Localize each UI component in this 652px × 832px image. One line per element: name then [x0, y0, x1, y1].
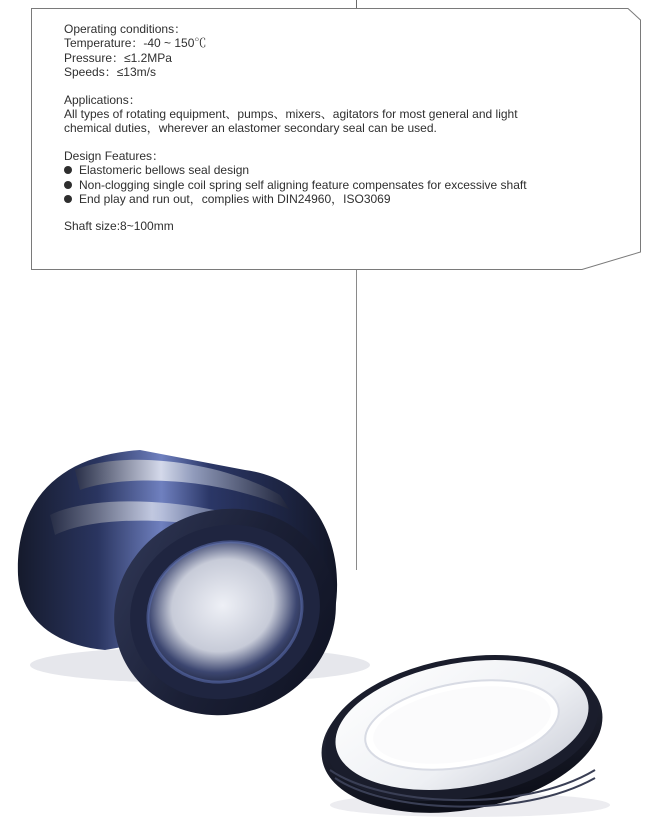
temperature-spec: Temperature：-40 ~ 150℃ — [64, 36, 207, 51]
specification-panel — [31, 8, 641, 270]
feature-item — [64, 163, 604, 177]
feature-item — [64, 178, 604, 192]
feature-text: Elastomeric bellows seal design — [79, 163, 250, 178]
speeds-spec: Speeds：≤13m/s — [64, 65, 156, 80]
seal-body — [18, 450, 365, 746]
spec-content — [64, 22, 604, 234]
shaft-size: Shaft size:8~100mm — [64, 219, 174, 234]
applications-text-line2: chemical duties，wherever an elastomer secondary seal can be used. — [64, 121, 437, 136]
bullet-icon — [64, 166, 72, 174]
operating-conditions-heading: Operating conditions： — [64, 22, 187, 36]
applications-heading: Applications： — [64, 92, 141, 107]
feature-text: End play and run out，complies with DIN24960，ISO3069 — [79, 192, 391, 207]
mechanical-seal-illustration — [0, 300, 652, 827]
feature-text: Non-clogging single coil spring self aligning feature compensates for excessive shaft — [79, 177, 527, 192]
feature-item — [64, 192, 604, 206]
design-features-heading: Design Features： — [64, 148, 165, 163]
bullet-icon — [64, 195, 72, 203]
applications-text-line1: All types of rotating equipment、pumps、mixers、agitators for most general and light — [64, 107, 518, 122]
divider-line-top — [356, 0, 357, 8]
pressure-spec: Pressure：≤1.2MPa — [64, 50, 172, 65]
product-photo — [0, 300, 652, 827]
bullet-icon — [64, 181, 72, 189]
